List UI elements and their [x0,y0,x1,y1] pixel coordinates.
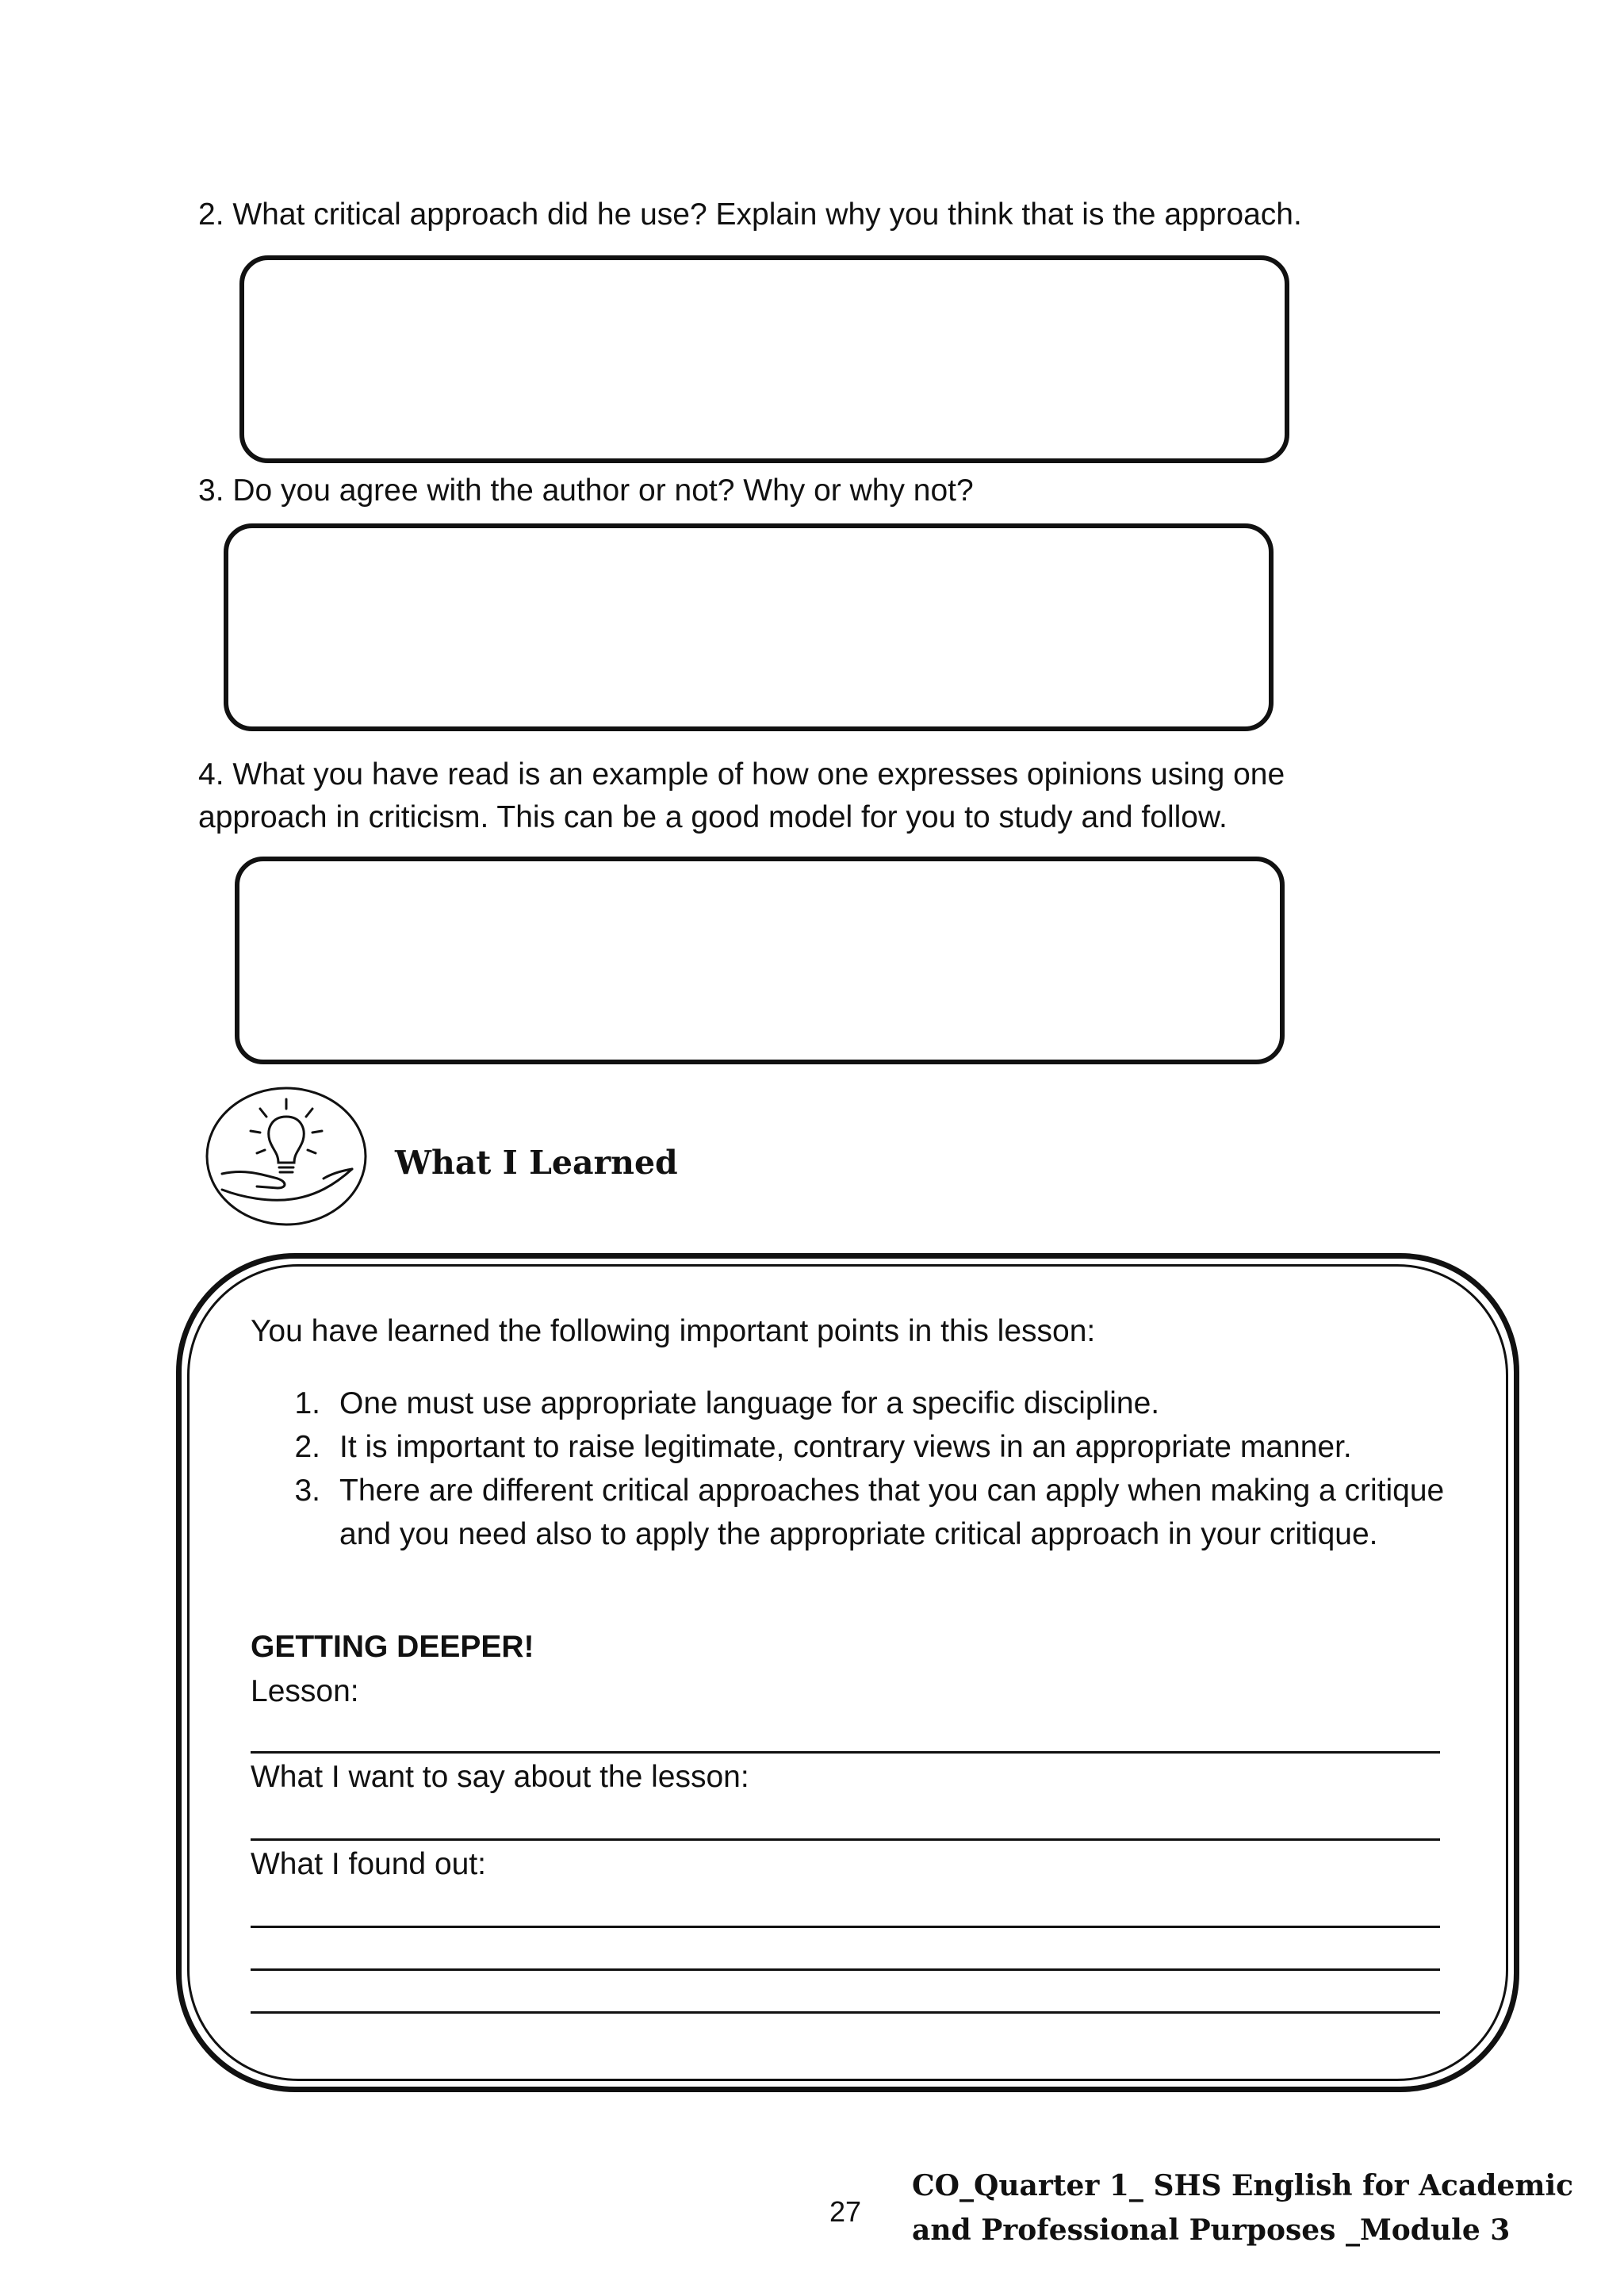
question-3: 3. Do you agree with the author or not? Why or why not? [198,473,974,508]
question-4-line-2: approach in criticism. This can be a good model for you to study and follow. [198,800,1228,834]
learned-intro: You have learned the following important points in this lesson: [251,1314,1096,1348]
list-item-number: 3. [294,1474,320,1508]
getting-deeper-heading: GETTING DEEPER! [251,1630,534,1664]
section-title: What I Learned [395,1144,678,1182]
list-item [251,1382,1456,1425]
learned-points-list [251,1382,1456,1556]
say-about-lesson-label: What I want to say about the lesson: [251,1760,749,1794]
list-item-number: 1. [294,1386,320,1420]
lightbulb-in-hand-icon [205,1085,368,1228]
found-answer-line-3[interactable] [251,2011,1440,2014]
list-item-text: One must use appropriate language for a specific discipline. [339,1386,1160,1420]
answer-box-3[interactable] [224,523,1274,731]
list-item-number: 2. [294,1430,320,1464]
footer-line-1: CO_Quarter 1_ SHS English for Academic [912,2169,1574,2202]
footer-module-title [912,2164,1573,2252]
list-item-text: It is important to raise legitimate, contrary views in an appropriate manner. [339,1430,1352,1464]
page-number: 27 [829,2195,862,2228]
question-2: 2. What critical approach did he use? Explain why you think that is the approach. [198,197,1302,232]
found-out-label: What I found out: [251,1847,487,1881]
question-4-line-1: 4. What you have read is an example of how one expresses opinions using one [198,757,1285,792]
footer-line-2: and Professional Purposes _Module 3 [912,2214,1511,2247]
answer-box-2[interactable] [239,255,1289,463]
found-answer-line-2[interactable] [251,1968,1440,1971]
say-answer-line[interactable] [251,1838,1440,1841]
lesson-label: Lesson: [251,1674,359,1708]
found-answer-line-1[interactable] [251,1926,1440,1928]
lesson-answer-line[interactable] [251,1751,1440,1754]
list-item-text: There are different critical approaches that you can apply when making a critique and you need also to apply the appropriate critical approach in your critique. [339,1474,1445,1551]
list-item [251,1469,1456,1556]
list-item [251,1425,1456,1469]
answer-box-4[interactable] [235,857,1285,1064]
